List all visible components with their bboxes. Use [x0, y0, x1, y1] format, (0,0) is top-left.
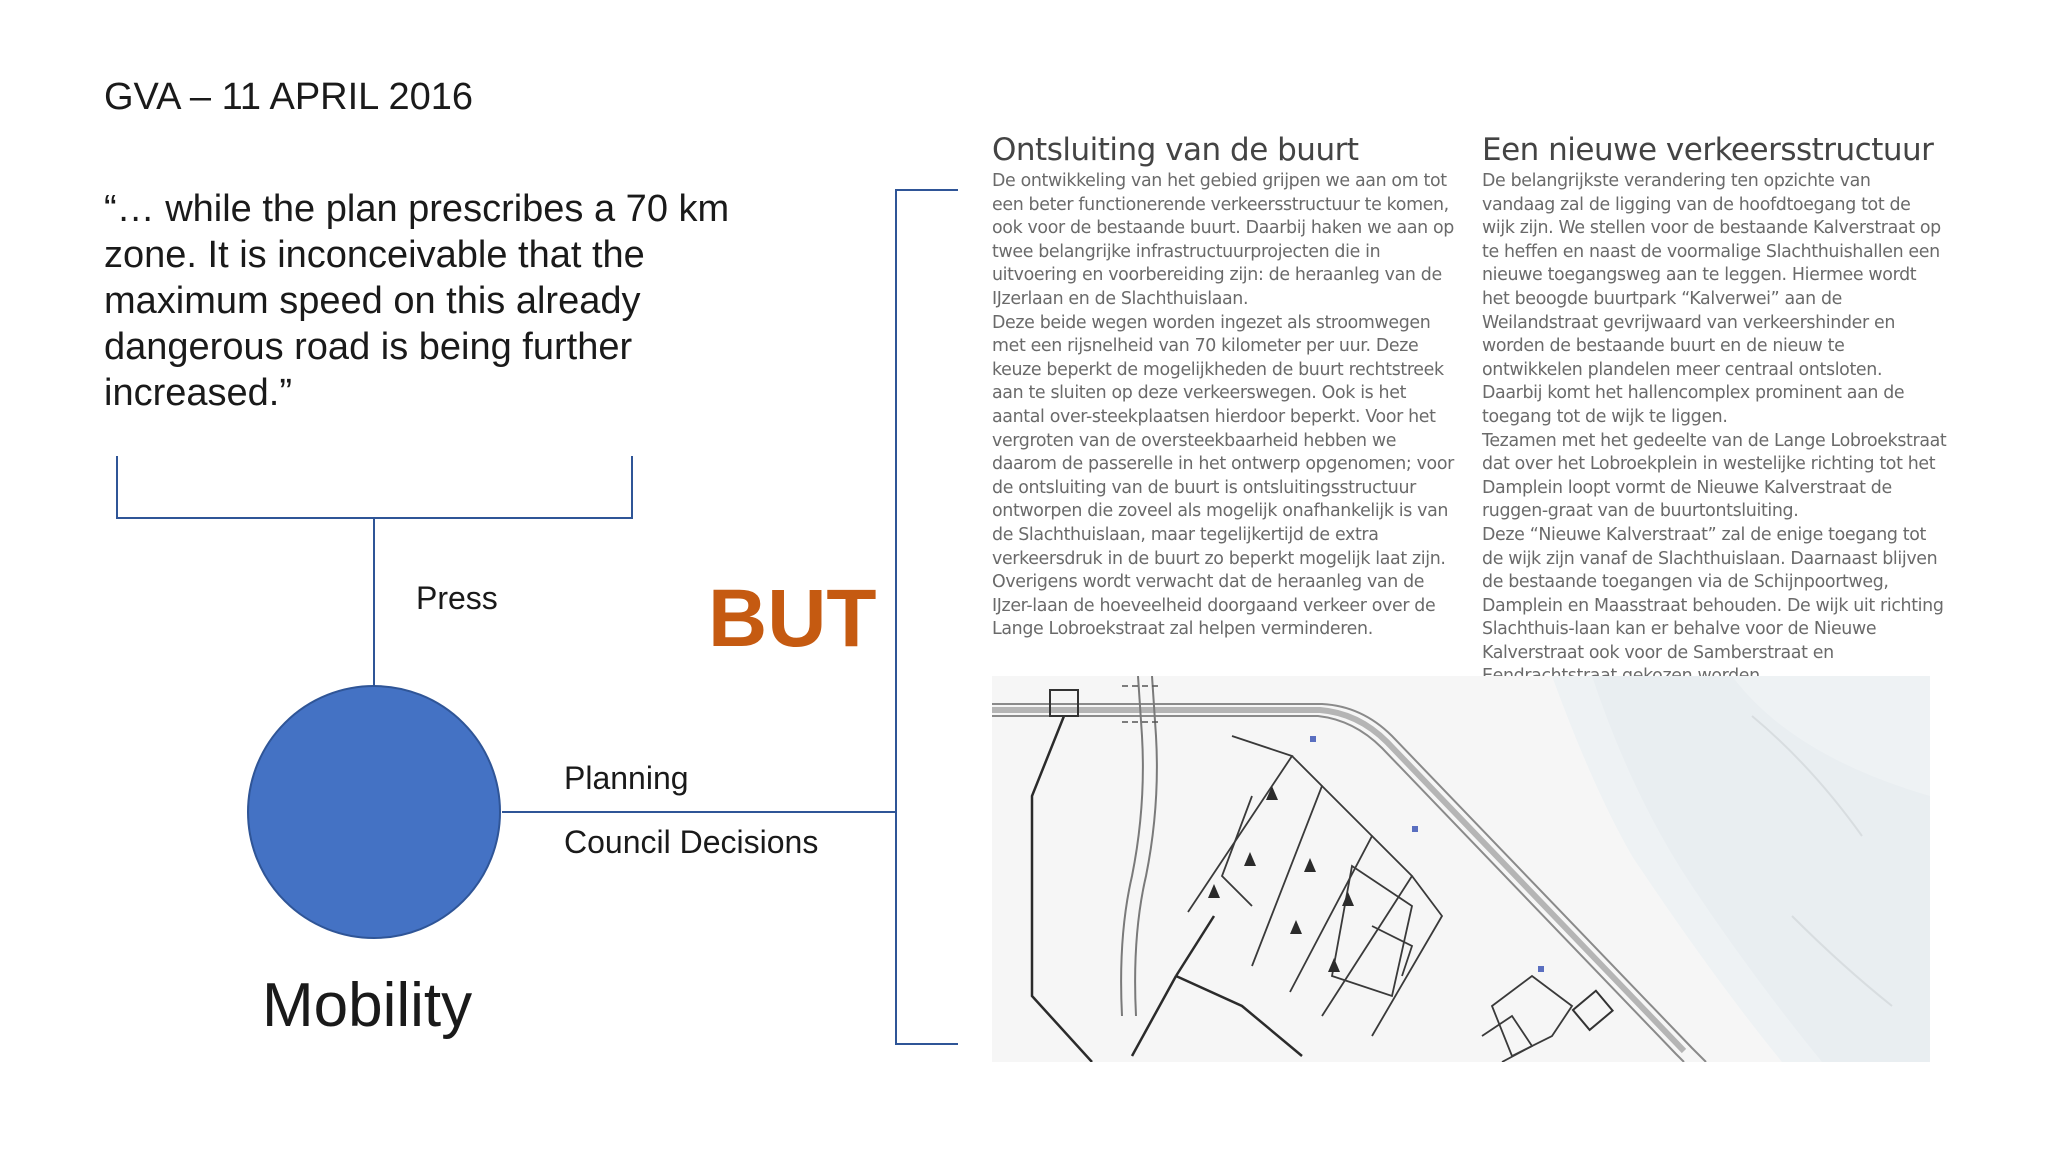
slide-title: GVA – 11 APRIL 2016	[104, 76, 473, 118]
article-scan	[992, 132, 1952, 663]
council-decisions-label: Council Decisions	[564, 824, 819, 860]
article-paragraph: Tezamen met het gedeelte van de Lange Lobroekstraat dat over het Lobroekplein in westelijke richting tot het Damplein loopt vormt de Nieuwe Kalverstraat de ruggen-graat van de buurtontsluiting.	[1482, 430, 1947, 522]
article-paragraph: De ontwikkeling van het gebied grijpen we aan om tot een beter functionerende verkeersstructuur te komen, ook voor de bestaande buurt. Daarbij haken we aan op twee belangrijke infrastructuurprojecten die in uitvoering en voorbereiding zijn: de heraanleg van de IJzerlaan en de Slachthuislaan.	[992, 171, 1454, 309]
article-bracket	[896, 190, 958, 1044]
article-paragraph: De belangrijkste verandering ten opzichte van vandaag zal de ligging van de hoofdtoegang tot de wijk zijn. We stellen voor de bestaande Kalverstraat op te heffen en naast de voormalige Slachthuishallen een nieuwe toegangsweg aan te leggen. Hiermee wordt het beoogde buurtpark “Kalverwei” aan de Weilandstraat gevrijwaard van verkeershinder en worden de bestaande buurt en de nieuw te ontwikkelen plandelen meer centraal ontsloten. Daarbij komt het hallencomplex prominent aan de toegang tot de wijk te liggen.	[1482, 171, 1941, 427]
mobility-label: Mobility	[262, 971, 473, 1040]
mobility-circle	[248, 686, 500, 938]
press-quote: “… while the plan prescribes a 70 km zone. It is inconceivable that the maximum speed on this already dangerous road is being further increased.”	[104, 188, 730, 414]
street-map-image	[992, 676, 1930, 1062]
article-paragraph: Deze “Nieuwe Kalverstraat” zal de enige toegang tot de wijk zijn vanaf de Slachthuislaan. Daarnaast blijven de bestaande toegangen via de Schijnpoortweg, Damplein en Maasstraat behouden. De wijk uit richting Slachthuis-laan kan er behalve voor de Nieuwe Kalverstraat ook voor de Samberstraat en	[1482, 524, 1944, 663]
quote-bracket	[117, 456, 632, 518]
planning-label: Planning	[564, 760, 689, 796]
article-right-column	[1482, 132, 1947, 689]
article-paragraph: Overigens wordt verwacht dat de heraanleg van de IJzer-laan de hoeveelheid doorgaand verkeer over de Lange Lobroekstraat zal helpen verminderen.	[992, 572, 1436, 640]
press-label: Press	[416, 580, 498, 616]
article-left-heading: Ontsluiting van de buurt	[992, 132, 1359, 168]
but-label: BUT	[708, 573, 877, 664]
article-left-column	[992, 132, 1457, 642]
article-right-heading: Een nieuwe verkeersstructuur	[1482, 132, 1934, 168]
article-paragraph: Deze beide wegen worden ingezet als stroomwegen met een rijsnelheid van 70 kilometer per uur. Deze keuze beperkt de mogelijkheden de buurt rechtstreek aan te sluiten op deze verkeerswegen. Ook is het aantal over-steekplaatsen hierdoor beperkt. Voor het vergroten van de oversteekbaarheid hebben we daarom de passerelle in het ontwerp opgenomen; voor de ontsluiting van de buurt is ontsluitingsstructuur ontworpen die zoveel als mogelijk onafhankelijk is van de Slachthuislaan, maar tegelijkertijd de extra verkeersdruk in de buurt zo beperkt mogelijk laat zijn.	[992, 312, 1454, 569]
